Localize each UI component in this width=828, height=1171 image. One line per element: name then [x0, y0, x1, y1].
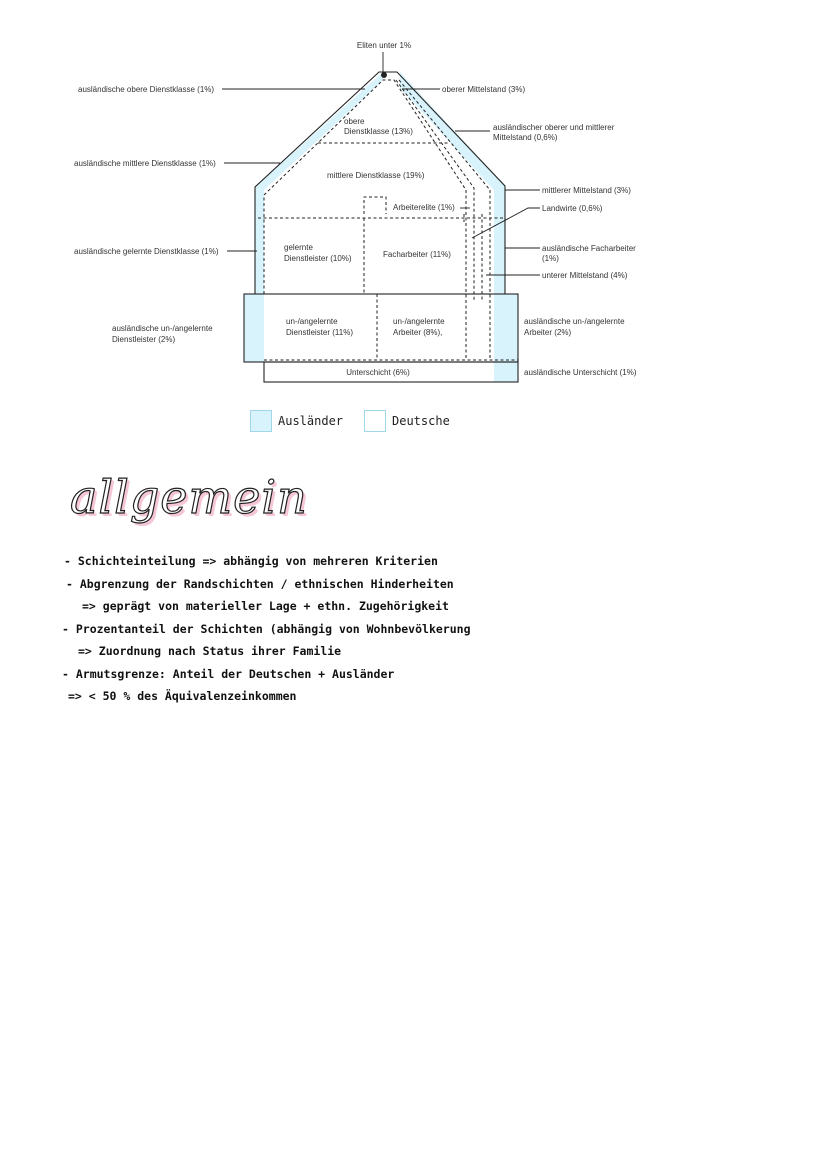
label-ausl-un-dienstleister-1: ausländische un-/angelernte	[112, 324, 213, 333]
left-labels	[74, 85, 219, 344]
label-ausl-unterschicht: ausländische Unterschicht (1%)	[524, 368, 637, 377]
note-line: => geprägt von materieller Lage + ethn. Zugehörigkeit	[82, 599, 449, 613]
label-ausl-facharbeiter-2: (1%)	[542, 254, 559, 263]
label-facharbeiter: Facharbeiter (11%)	[383, 250, 451, 259]
label-eliten: Eliten unter 1%	[356, 41, 412, 50]
legend-auslaender	[250, 410, 343, 432]
label-obere-dienstklasse-2: Dienstklasse (13%)	[344, 127, 413, 136]
label-un-arbeiter-2: Arbeiter (8%),	[393, 328, 443, 337]
label-un-dienstleister-2: Dienstleister (11%)	[286, 328, 353, 337]
right-labels	[442, 85, 637, 377]
label-ausl-mittlere-dienstklasse: ausländische mittlere Dienstklasse (1%)	[74, 159, 216, 168]
social-strata-house-diagram	[0, 0, 828, 400]
label-mittlere-dienstklasse: mittlere Dienstklasse (19%)	[327, 171, 425, 180]
label-ausl-un-arbeiter-1: ausländische un-/angelernte	[524, 317, 625, 326]
legend-label-deutsche: Deutsche	[392, 414, 450, 428]
note-line: - Schichteinteilung => abhängig von mehreren Kriterien	[64, 554, 438, 568]
label-un-arbeiter-1: un-/angelernte	[393, 317, 445, 326]
label-ausl-oberer-mittlerer-2: Mittelstand (0,6%)	[493, 133, 558, 142]
label-ausl-un-arbeiter-2: Arbeiter (2%)	[524, 328, 572, 337]
label-unterer-mittelstand: unterer Mittelstand (4%)	[542, 271, 628, 280]
label-obere-dienstklasse-1: obere	[344, 117, 365, 126]
label-mittlerer-mittelstand: mittlerer Mittelstand (3%)	[542, 186, 631, 195]
note-line: => < 50 % des Äquivalenzeinkommen	[68, 689, 297, 703]
label-ausl-un-dienstleister-2: Dienstleister (2%)	[112, 335, 176, 344]
note-line: - Prozentanteil der Schichten (abhängig von Wohnbevölkerung	[62, 621, 471, 636]
label-ausl-obere-dienstklasse: ausländische obere Dienstklasse (1%)	[78, 85, 215, 94]
label-ausl-oberer-mittlerer-1: ausländischer oberer und mittlerer	[493, 123, 615, 132]
label-un-dienstleister-1: un-/angelernte	[286, 317, 338, 326]
label-oberer-mittelstand: oberer Mittelstand (3%)	[442, 85, 526, 94]
legend-swatch-deutsche	[364, 410, 386, 432]
legend-swatch-auslaender	[250, 410, 272, 432]
note-line: => Zuordnung nach Status ihrer Familie	[78, 644, 342, 658]
notes-heading: allgemein	[70, 470, 308, 524]
note-line: - Armutsgrenze: Anteil der Deutschen + Ausländer	[62, 666, 395, 681]
legend-deutsche	[364, 410, 450, 432]
label-gelernte-dienstleister-1: gelernte	[284, 243, 313, 252]
label-arbeiterelite: Arbeiterelite (1%)	[393, 203, 455, 212]
legend-label-auslaender: Ausländer	[278, 414, 344, 428]
label-gelernte-dienstleister-2: Dienstleister (10%)	[284, 254, 352, 263]
notes-list	[62, 550, 471, 708]
label-ausl-facharbeiter-1: ausländische Facharbeiter	[542, 244, 636, 253]
label-ausl-gelernte-dienstklasse: ausländische gelernte Dienstklasse (1%)	[74, 247, 219, 256]
label-landwirte: Landwirte (0,6%)	[542, 204, 603, 213]
note-line: - Abgrenzung der Randschichten / ethnischen Hinderheiten	[66, 576, 454, 591]
label-unterschicht: Unterschicht (6%)	[346, 368, 410, 377]
